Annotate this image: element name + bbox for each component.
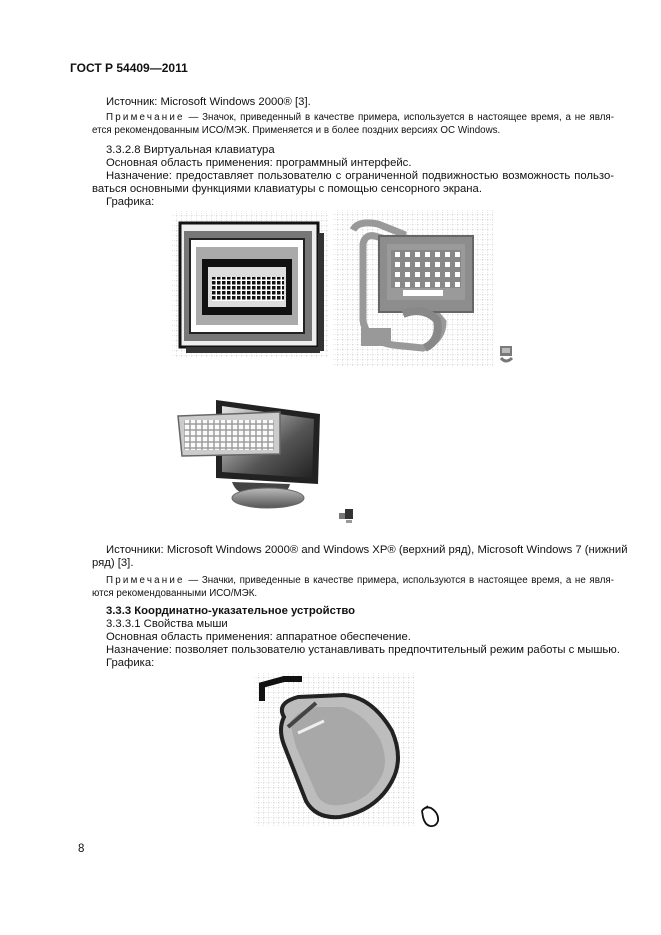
section-3331-purpose: Назначение: позволяет пользователю устанавливать предпочтительный режим работы с мышью. — [106, 644, 620, 656]
section-3331-title: 3.3.3.1 Свойства мыши — [106, 618, 228, 630]
section-333-title: 3.3.3 Координатно-указательное устройство — [106, 605, 356, 617]
virtual-keyboard-icon-win2000 — [172, 211, 328, 357]
small-mouse-icon — [419, 805, 441, 829]
section-3328-purpose-line-2: ваться основными функциями клавиатуры с помощью сенсорного экрана. — [92, 183, 482, 195]
note-2-line-1 — [106, 574, 614, 587]
section-3328-title: 3.3.2.8 Виртуальная клавиатура — [106, 144, 275, 156]
section-3331-graphics-label: Графика: — [106, 657, 155, 669]
section-3328-graphics-label: Графика: — [106, 196, 155, 208]
note-1-text: — Значок, приведенный в качестве примера, используется в настоящее время, а не явля- — [184, 112, 614, 123]
note-label-2: Примечание — [106, 575, 185, 586]
virtual-keyboard-icon-win7 — [172, 388, 332, 518]
section-3328-purpose-line-1: Назначение: предоставляет пользователю с ограниченной подвижностью возможность пользо- — [106, 170, 614, 182]
note-2-text: — Значки, приведенные в качестве примера, используются в настоящее время, а не явля- — [184, 575, 614, 586]
note-2-line-2: ются рекомендованными ИСО/МЭК. — [92, 588, 258, 599]
sources-line-2: ряд) [3]. — [92, 557, 134, 569]
small-keyboard-icon — [497, 344, 515, 366]
note-label: Примечание — [106, 112, 185, 123]
sources-line-1: Источники: Microsoft Windows 2000® and Windows XP® (верхний ряд), Microsoft Windows 7 (нижний — [106, 544, 628, 556]
virtual-keyboard-icon-winxp — [333, 210, 493, 366]
small-keyboard-icon-2 — [337, 508, 355, 524]
section-3328-area: Основная область применения: программный интерфейс. — [106, 157, 412, 169]
note-1-line-1 — [106, 111, 614, 124]
mouse-properties-icon — [254, 673, 414, 827]
page-number: 8 — [78, 843, 85, 855]
document-header: ГОСТ Р 54409—2011 — [70, 61, 188, 75]
section-3331-area: Основная область применения: аппаратное обеспечение. — [106, 631, 411, 643]
note-1-line-2: ется рекомендованным ИСО/МЭК. Применяется и в более поздних версиях ОС Windows. — [92, 125, 501, 136]
source-text-1: Источник: Microsoft Windows 2000® [3]. — [106, 96, 311, 108]
